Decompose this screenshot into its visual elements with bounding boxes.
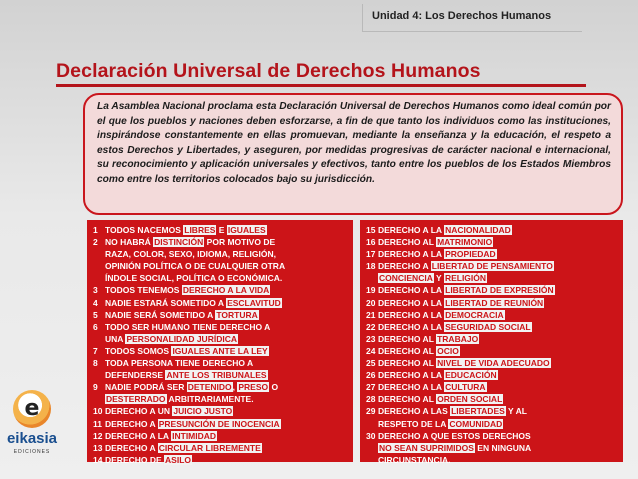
right-text-segment: DERECHO AL — [378, 358, 437, 369]
title-divider — [56, 84, 586, 87]
right-keyword: ANTE LOS TRIBUNALES — [166, 370, 267, 381]
right-keyword: DISTINCIÓN — [154, 237, 204, 248]
right-text-segment: POR MOTIVO DE — [204, 237, 276, 248]
right-keyword: CULTURA — [445, 382, 486, 393]
right-text — [378, 248, 618, 260]
right-text-segment: DERECHO AL — [378, 237, 437, 248]
logo-name: eikasia — [6, 430, 58, 447]
right-item — [93, 224, 348, 236]
right-keyword: ESCLAVITUD — [227, 297, 281, 308]
right-number: 10 — [93, 406, 103, 417]
rights-list-left — [87, 220, 353, 465]
right-text-segment: DERECHO AL — [378, 333, 437, 344]
right-text — [378, 381, 618, 393]
right-text-segment: DERECHO A QUE ESTOS DERECHOS — [378, 430, 531, 441]
right-number: 29 — [366, 406, 376, 417]
right-text-segment: DEFENDERSE — [105, 370, 166, 381]
right-item — [93, 297, 348, 309]
right-keyword: LIBERTAD DE REUNIÓN — [445, 297, 544, 308]
right-item — [366, 309, 618, 321]
right-text — [105, 224, 348, 236]
right-keyword: PERSONALIDAD JURÍDICA — [126, 333, 237, 344]
right-keyword: CIRCULAR LIBREMENTE — [158, 442, 261, 453]
right-keyword: ORDEN SOCIAL — [437, 394, 503, 405]
right-text — [378, 418, 618, 430]
right-number — [93, 333, 105, 345]
right-text — [105, 430, 348, 442]
right-item — [366, 272, 618, 284]
right-keyword: ASILO — [165, 454, 192, 465]
right-text — [105, 248, 348, 260]
right-keyword: OCIO — [437, 345, 459, 356]
right-text-segment: Y AL — [505, 406, 527, 417]
right-item — [93, 272, 348, 284]
right-keyword: PRESO — [238, 382, 269, 393]
right-text-segment: DERECHO AL — [378, 394, 437, 405]
right-item — [93, 248, 348, 260]
right-number: 17 — [366, 249, 376, 260]
right-text-segment: DERECHO A LA — [378, 382, 445, 393]
right-text — [378, 321, 618, 333]
right-text-segment: RAZA, COLOR, SEXO, IDIOMA, RELIGIÓN, — [105, 249, 276, 260]
right-number: 26 — [366, 370, 376, 381]
right-text — [105, 381, 348, 393]
right-item — [366, 405, 618, 417]
right-item — [93, 369, 348, 381]
right-number: 21 — [366, 309, 376, 320]
right-number: 7 — [93, 345, 98, 356]
right-item — [366, 224, 618, 236]
right-number: 14 — [93, 454, 103, 465]
right-number: 25 — [366, 358, 376, 369]
right-item — [93, 405, 348, 417]
right-number: 3 — [93, 285, 98, 296]
right-text — [105, 357, 348, 369]
right-text-segment: DERECHO DE — [105, 454, 165, 465]
right-text-segment: DERECHO A LA — [378, 249, 445, 260]
right-item — [93, 345, 348, 357]
right-text — [378, 454, 618, 466]
right-number: 30 — [366, 430, 376, 441]
right-item — [93, 321, 348, 333]
right-text — [105, 272, 348, 284]
right-item — [93, 309, 348, 321]
right-text — [378, 430, 618, 442]
right-text-segment: RESPETO DE LA — [378, 418, 449, 429]
right-item — [366, 454, 618, 466]
right-number: 2 — [93, 237, 98, 248]
right-keyword: INTIMIDAD — [172, 430, 217, 441]
right-text — [378, 309, 618, 321]
right-text-segment: DERECHO A — [105, 418, 158, 429]
right-text-segment: DERECHO A — [378, 261, 431, 272]
right-item — [93, 284, 348, 296]
right-text — [105, 236, 348, 248]
right-keyword: CONCIENCIA — [379, 273, 433, 284]
right-keyword: COMUNIDAD — [449, 418, 503, 429]
right-number — [93, 248, 105, 260]
right-text-segment: TODA PERSONA TIENE DERECHO A — [105, 358, 254, 369]
right-keyword: DEMOCRACIA — [445, 309, 504, 320]
right-number — [366, 272, 378, 284]
right-item — [366, 357, 618, 369]
right-item — [366, 369, 618, 381]
right-keyword: NO SEAN SUPRIMIDOS — [379, 442, 474, 453]
right-text — [378, 297, 618, 309]
right-keyword: MATRIMONIO — [437, 237, 493, 248]
right-number: 16 — [366, 237, 376, 248]
right-keyword: DERECHO A LA VIDA — [182, 285, 270, 296]
right-text — [378, 442, 618, 454]
right-keyword: RELIGIÓN — [444, 273, 487, 284]
right-text — [105, 454, 348, 466]
right-text — [105, 321, 348, 333]
right-item — [93, 430, 348, 442]
right-text-segment: DERECHO A UN — [105, 406, 173, 417]
right-keyword: LIBERTAD DE PENSAMIENTO — [431, 261, 553, 272]
right-item — [93, 381, 348, 393]
unit-title: Unidad 4: Los Derechos Humanos — [372, 10, 552, 22]
right-number: 5 — [93, 309, 98, 320]
right-item — [366, 248, 618, 260]
right-item — [366, 321, 618, 333]
right-number: 13 — [93, 442, 103, 453]
publisher-logo — [6, 390, 58, 472]
right-text — [378, 369, 618, 381]
right-text — [378, 260, 618, 272]
right-text — [378, 284, 618, 296]
intro-text: La Asamblea Nacional proclama esta Declaración Universal de Derechos Humanos como ideal común por el que los pueblos y naciones deben esforzarse, a fin de que tanto los individuos como las instituciones, inspirándose constantemente en ellas promuevan, mediante la enseñanza y la educación, el respeto a estos Derechos y Libertades, y aseguren, por medidas progresivas de carácter nacional e internacional, su reconocimiento y aplicación universales y efectivos, tanto entre los pueblos de los Estados Miembros como entre los territorios colocados bajo su jurisdicción. — [97, 101, 611, 185]
right-text-segment: NADIE PODRÁ SER — [105, 382, 187, 393]
right-text-segment: TODO SER HUMANO TIENE DERECHO A — [105, 321, 271, 332]
right-text — [378, 272, 618, 284]
right-number: 20 — [366, 297, 376, 308]
right-keyword: NACIONALIDAD — [445, 225, 511, 235]
right-item — [366, 297, 618, 309]
right-text — [105, 442, 348, 454]
right-text-segment: ÍNDOLE SOCIAL, POLÍTICA O ECONÓMICA. — [105, 273, 283, 284]
right-number: 9 — [93, 382, 98, 393]
right-keyword: IGUALES — [227, 225, 266, 235]
right-text-segment: , — [232, 382, 238, 393]
right-text — [378, 405, 618, 417]
right-text — [105, 284, 348, 296]
right-keyword: PRESUNCIÓN DE INOCENCIA — [158, 418, 280, 429]
right-text — [105, 369, 348, 381]
right-text-segment: OPINIÓN POLÍTICA O DE CUALQUIER OTRA — [105, 261, 286, 272]
right-text-segment: EN NINGUNA — [474, 442, 532, 453]
right-number — [366, 418, 378, 430]
right-keyword: LIBERTAD DE EXPRESIÓN — [445, 285, 554, 296]
right-text-segment: DERECHO A LAS — [378, 406, 451, 417]
right-item — [93, 333, 348, 345]
right-text-segment: UNA — [105, 333, 126, 344]
page-title: Declaración Universal de Derechos Humanos — [56, 60, 481, 82]
right-keyword: EDUCACIÓN — [445, 370, 497, 381]
right-item — [93, 260, 348, 272]
right-text — [378, 236, 618, 248]
right-number — [366, 442, 378, 454]
right-number: 11 — [93, 418, 102, 429]
right-text — [105, 393, 348, 405]
right-text — [105, 333, 348, 345]
right-text — [105, 309, 348, 321]
right-item — [366, 393, 618, 405]
right-text-segment: NO HABRÁ — [105, 237, 154, 248]
right-text — [105, 345, 348, 357]
right-text — [378, 333, 618, 345]
right-keyword: JUICIO JUSTO — [173, 406, 233, 417]
right-keyword: DESTERRADO — [106, 394, 166, 405]
right-item — [366, 418, 618, 430]
right-number: 19 — [366, 285, 376, 296]
logo-subtitle: EDICIONES — [13, 449, 51, 455]
right-number: 18 — [366, 261, 376, 272]
right-number: 12 — [93, 430, 103, 441]
rights-list-right — [360, 220, 623, 465]
right-text-segment: DERECHO A LA — [105, 430, 172, 441]
right-number: 27 — [366, 382, 376, 393]
right-text — [378, 224, 618, 236]
right-text-segment: DERECHO A — [105, 442, 158, 453]
right-number: 22 — [366, 321, 376, 332]
right-text-segment: NADIE ESTARÁ SOMETIDO A — [105, 297, 227, 308]
right-number — [93, 260, 105, 272]
right-number: 1 — [93, 225, 98, 235]
right-keyword: SEGURIDAD SOCIAL — [445, 321, 531, 332]
right-text-segment: TODOS TENEMOS — [105, 285, 182, 296]
right-item — [366, 430, 618, 442]
right-item — [93, 454, 348, 466]
right-number — [93, 393, 105, 405]
right-text-segment: ARBITRARIAMENTE. — [166, 394, 254, 405]
right-text — [105, 418, 348, 430]
right-item — [366, 442, 618, 454]
right-item — [366, 260, 618, 272]
right-text — [105, 405, 348, 417]
right-number — [93, 272, 105, 284]
right-text-segment: DERECHO A LA — [378, 370, 445, 381]
right-text-segment: DERECHO A LA — [378, 285, 445, 296]
right-number: 28 — [366, 394, 376, 405]
right-text — [105, 260, 348, 272]
right-keyword: NIVEL DE VIDA ADECUADO — [437, 358, 550, 369]
logo-letter: e — [24, 396, 40, 421]
right-text — [378, 357, 618, 369]
right-item — [93, 357, 348, 369]
right-item — [366, 345, 618, 357]
right-item — [93, 236, 348, 248]
right-number — [93, 369, 105, 381]
right-text-segment: DERECHO A LA — [378, 225, 445, 235]
intro-box — [83, 93, 623, 215]
right-item — [366, 236, 618, 248]
right-keyword: LIBRES — [184, 225, 216, 235]
right-text-segment: CIRCUNSTANCIA. — [378, 454, 451, 465]
right-text — [378, 345, 618, 357]
right-keyword: IGUALES ANTE LA LEY — [172, 345, 268, 356]
right-keyword: PROPIEDAD — [445, 249, 496, 260]
right-item — [93, 442, 348, 454]
right-text-segment: DERECHO A LA — [378, 309, 445, 320]
right-number: 23 — [366, 333, 376, 344]
right-text-segment: TODOS NACEMOS — [105, 225, 184, 235]
right-text-segment: NADIE SERÁ SOMETIDO A — [105, 309, 216, 320]
right-number: 24 — [366, 345, 376, 356]
right-text-segment: DERECHO A LA — [378, 321, 445, 332]
right-item — [93, 393, 348, 405]
right-item — [366, 381, 618, 393]
right-keyword: DETENIDO — [187, 382, 232, 393]
right-item — [366, 333, 618, 345]
right-text-segment: DERECHO A LA — [378, 297, 445, 308]
right-text-segment: E — [216, 225, 227, 235]
right-text — [105, 297, 348, 309]
right-text-segment: TODOS SOMOS — [105, 345, 172, 356]
right-number: 4 — [93, 297, 98, 308]
right-item — [366, 284, 618, 296]
right-keyword: TORTURA — [216, 309, 258, 320]
right-text — [378, 393, 618, 405]
right-number: 6 — [93, 321, 98, 332]
right-number — [366, 454, 378, 466]
right-text-segment: DERECHO AL — [378, 345, 437, 356]
right-keyword: LIBERTADES — [451, 406, 505, 417]
right-number: 15 — [366, 225, 376, 235]
right-item — [93, 418, 348, 430]
right-text-segment: O — [269, 382, 279, 393]
right-keyword: TRABAJO — [437, 333, 479, 344]
right-text-segment: Y — [433, 273, 444, 284]
right-number: 8 — [93, 358, 98, 369]
